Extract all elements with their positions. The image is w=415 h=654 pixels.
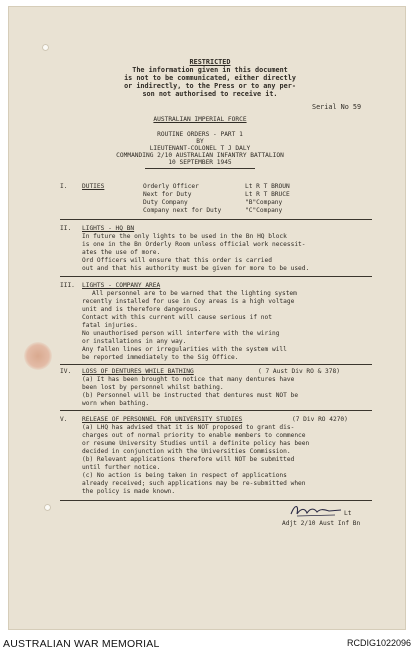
orders-title: ROUTINE ORDERS - PART 1 <box>157 131 243 138</box>
duty-assignee: "C"Company <box>245 207 283 214</box>
duty-role: Next for Duty <box>143 191 192 198</box>
section-line: be reported immediately to the Sig Office. <box>82 354 239 361</box>
duty-assignee: Lt R T BRUCE <box>245 191 290 198</box>
section-number: IV. <box>60 368 72 375</box>
archive-name: AUSTRALIAN WAR MEMORIAL <box>3 638 160 650</box>
handwritten-signature <box>287 502 347 522</box>
section-line: (c) No action is being taken in respect of applications <box>82 472 287 479</box>
signoff-rank: Lt <box>344 510 352 517</box>
section-number: III. <box>60 282 75 289</box>
header-underline <box>145 168 255 169</box>
duty-role: Duty Company <box>143 199 188 206</box>
section-title: RELEASE OF PERSONNEL FOR UNIVERSITY STUDIES <box>82 416 243 423</box>
restricted-heading: RESTRICTED <box>189 58 231 66</box>
section-line: or resume University Studies until a definite policy has been <box>82 440 310 447</box>
section-divider <box>60 276 372 277</box>
section-line: charges out of normal priority to enable members to commence <box>82 432 306 439</box>
section-line: (b) Relevant applications therefore will NOT be submitted <box>82 456 295 463</box>
section-line: ates the use of more. <box>82 249 161 256</box>
section-divider <box>60 410 372 411</box>
section-line: decided in conjunction with the Universities Commission. <box>82 448 291 455</box>
duty-role: Company next for Duty <box>143 207 222 214</box>
section-number: I. <box>60 183 68 190</box>
restricted-line: is not to be communicated, either directly <box>124 74 296 82</box>
punch-hole <box>42 44 49 51</box>
commanding-officer: LIEUTENANT-COLONEL T J DALY <box>149 145 251 152</box>
serial-number: Serial No 59 <box>312 103 362 111</box>
section-line: In future the only lights to be used in the Bn HQ block <box>82 233 287 240</box>
punch-hole <box>44 504 51 511</box>
archive-footer <box>0 630 415 654</box>
section-title: LIGHTS - HQ BN <box>82 225 135 232</box>
orders-by: BY <box>196 138 204 145</box>
section-title: LOSS OF DENTURES WHILE BATHING <box>82 368 194 375</box>
section-line: or installations in any way. <box>82 338 187 345</box>
section-line: All personnel are to be warned that the lighting system <box>92 290 297 297</box>
duty-role: Orderly Officer <box>143 183 199 190</box>
section-line: Contact with this current will cause serious if not <box>82 314 272 321</box>
restricted-line: or indirectly, to the Press or to any per- <box>124 82 296 90</box>
section-line: unit and is therefore dangerous. <box>82 306 202 313</box>
section-line: is one in the Bn Orderly Room unless official work necessit- <box>82 241 306 248</box>
section-line: (a) It has been brought to notice that many dentures have <box>82 376 295 383</box>
section-line: Ord Officers will ensure that this order is carried <box>82 257 272 264</box>
section-number: II. <box>60 225 72 232</box>
signoff-title: Adjt 2/10 Aust Inf Bn <box>282 520 361 527</box>
duty-assignee: Lt R T BROUN <box>245 183 290 190</box>
section-number: V. <box>60 416 68 423</box>
section-title: LIGHTS - COMPANY AREA <box>82 282 161 289</box>
section-divider <box>60 364 372 365</box>
section-line: the policy is made known. <box>82 488 176 495</box>
record-id: RCDIG1022096 <box>346 638 411 648</box>
stain-mark <box>24 342 52 370</box>
section-title: DUTIES <box>82 183 105 190</box>
restricted-line: son not authorised to receive it. <box>142 90 278 98</box>
section-line: already received; such applications may be re-submitted when <box>82 480 306 487</box>
section-reference: ( 7 Aust Div RO & 378) <box>258 368 340 375</box>
command-unit: COMMANDING 2/10 AUSTRALIAN INFANTRY BATTALION <box>116 152 284 159</box>
section-line: recently installed for use in Coy areas is a high voltage <box>82 298 295 305</box>
force-name: AUSTRALIAN IMPERIAL FORCE <box>153 116 247 123</box>
restricted-line: The information given in this document <box>132 66 288 74</box>
duty-assignee: "B"Company <box>245 199 283 206</box>
section-line: (b) Personnel will be instructed that dentures must NOT be <box>82 392 299 399</box>
section-line: fatal injuries. <box>82 322 138 329</box>
section-divider <box>60 500 372 501</box>
section-line: No unauthorised person will interfere with the wiring <box>82 330 280 337</box>
section-reference: (7 Div RO 4270) <box>292 416 348 423</box>
section-divider <box>60 219 372 220</box>
section-line: worn when bathing. <box>82 400 150 407</box>
section-line: been lost by personnel whilst bathing. <box>82 384 224 391</box>
section-line: out and that his authority must be given for more to be used. <box>82 265 310 272</box>
section-line: until further notice. <box>82 464 161 471</box>
orders-date: 10 SEPTEMBER 1945 <box>168 159 232 166</box>
section-line: (a) LHQ has advised that it is NOT proposed to grant dis- <box>82 424 295 431</box>
section-line: Any fallen lines or irregularities with the system will <box>82 346 287 353</box>
